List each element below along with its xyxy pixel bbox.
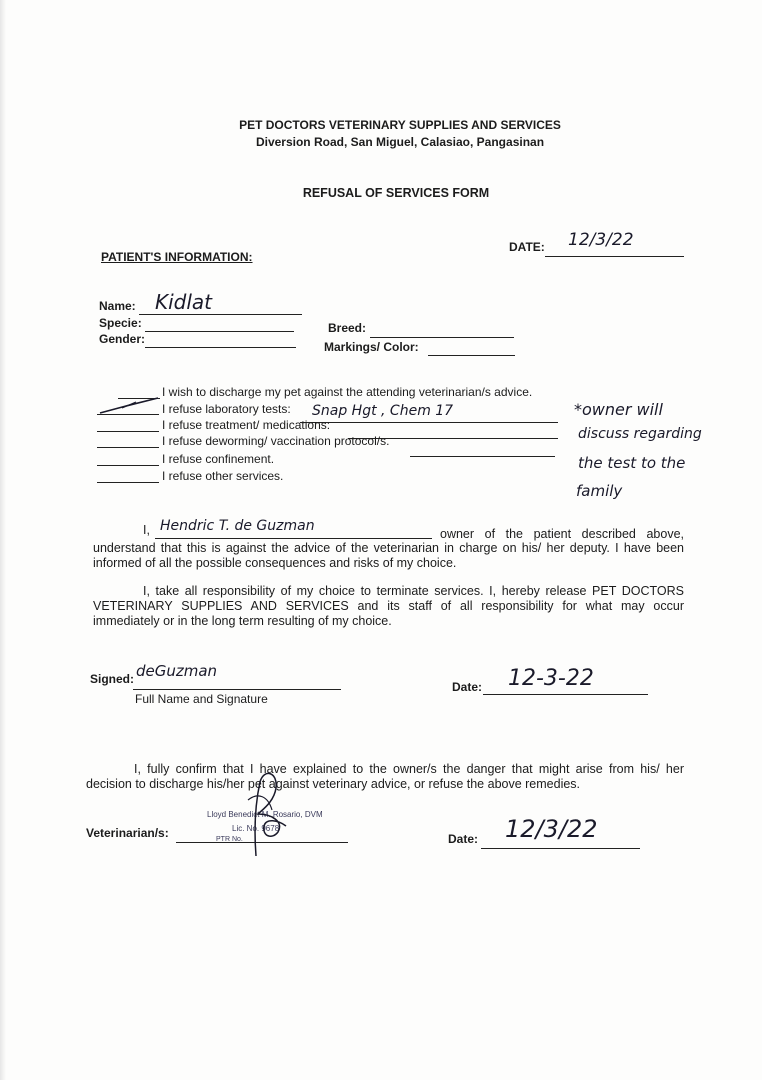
company-address: Diversion Road, San Miguel, Calasiao, Pangasinan [255,135,545,149]
option-3-label: I refuse treatment/ medications: [162,418,331,432]
vet-date-value: 12/3/22 [505,815,598,843]
vet-stamp-license: Lic. No. 9678 [232,824,280,833]
date-label: DATE: [509,240,545,254]
signature-caption: Full Name and Signature [135,692,268,706]
date-value: 12/3/22 [568,230,634,250]
vet-signature [238,770,298,860]
vet-stamp-name: Lloyd Benedict M. Rosario, DVM [207,810,323,819]
owner-name-line [155,538,432,539]
statement-line-1-rest: owner of the patient described above, [440,527,684,541]
statement-prefix: I, [143,523,150,537]
statement-paragraph-1: understand that this is against the advice of the veterinarian in charge on his/ her deputy. I have been informed of all the possible consequences and risks of my choice. [93,541,684,570]
option-2-label: I refuse laboratory tests: [162,402,291,416]
form-title: REFUSAL OF SERVICES FORM [302,186,490,200]
option-3-blank [97,431,159,432]
margin-note-line-3: the test to the [578,454,686,472]
statement-paragraph-2: I, take all responsibility of my choice to terminate services. I, hereby release PET DOCTORS VETERINARY SUPPLIES AND SERVICES and its staff of all responsibility for what may occur immediately or in the long term resulting of my choice. [93,584,684,628]
veterinarian-label: Veterinarian/s: [86,826,169,840]
signed-label: Signed: [90,672,134,686]
option-4-blank [97,447,159,448]
scan-edge [0,0,6,1080]
option-5-blank [97,465,159,466]
margin-note-line-2: discuss regarding [578,426,702,442]
name-line [139,314,302,315]
markings-label: Markings/ Color: [324,340,419,354]
specie-line [145,331,294,332]
name-label: Name: [99,299,136,313]
breed-label: Breed: [328,321,367,335]
option-6-blank [97,482,159,483]
vet-date-label: Date: [448,832,479,846]
vet-stamp-ptr: PTR No. [216,836,243,843]
gender-label: Gender: [99,332,146,346]
option-4-line [410,456,555,457]
owner-signature: deGuzman [136,662,218,680]
option-6-label: I refuse other services. [162,469,284,483]
vet-date-line [481,848,640,849]
date-line [545,256,684,257]
owner-date-value: 12-3-22 [508,666,594,691]
option-2-check-mark [96,396,166,416]
breed-line [370,337,514,338]
specie-label: Specie: [99,316,142,330]
vet-confirmation: I, fully confirm that I have explained to the owner/s the danger that might arise from his/ her decision to discharge his/her pet against veterinary advice, or refuse the above remedies. [86,762,684,791]
option-4-label: I refuse deworming/ vaccination protocol/s. [162,434,390,448]
option-1-label: I wish to discharge my pet against the attending veterinarian/s advice. [162,385,533,399]
option-5-label: I refuse confinement. [162,452,275,466]
owner-date-label: Date: [452,680,483,694]
patient-section-label: PATIENT'S INFORMATION: [101,250,253,264]
gender-line [145,347,296,348]
markings-line [428,355,515,356]
name-value: Kidlat [155,290,213,314]
company-name: PET DOCTORS VETERINARY SUPPLIES AND SERVICES [239,118,561,132]
owner-date-line [483,694,648,695]
margin-note-line-1: *owner will [574,400,663,419]
owner-name-value: Hendric T. de Guzman [160,518,315,534]
option-2-detail-line [300,422,558,423]
option-2-detail: Snap Hgt , Chem 17 [312,403,454,419]
margin-note-line-4: family [576,482,623,500]
signed-line [133,689,341,690]
